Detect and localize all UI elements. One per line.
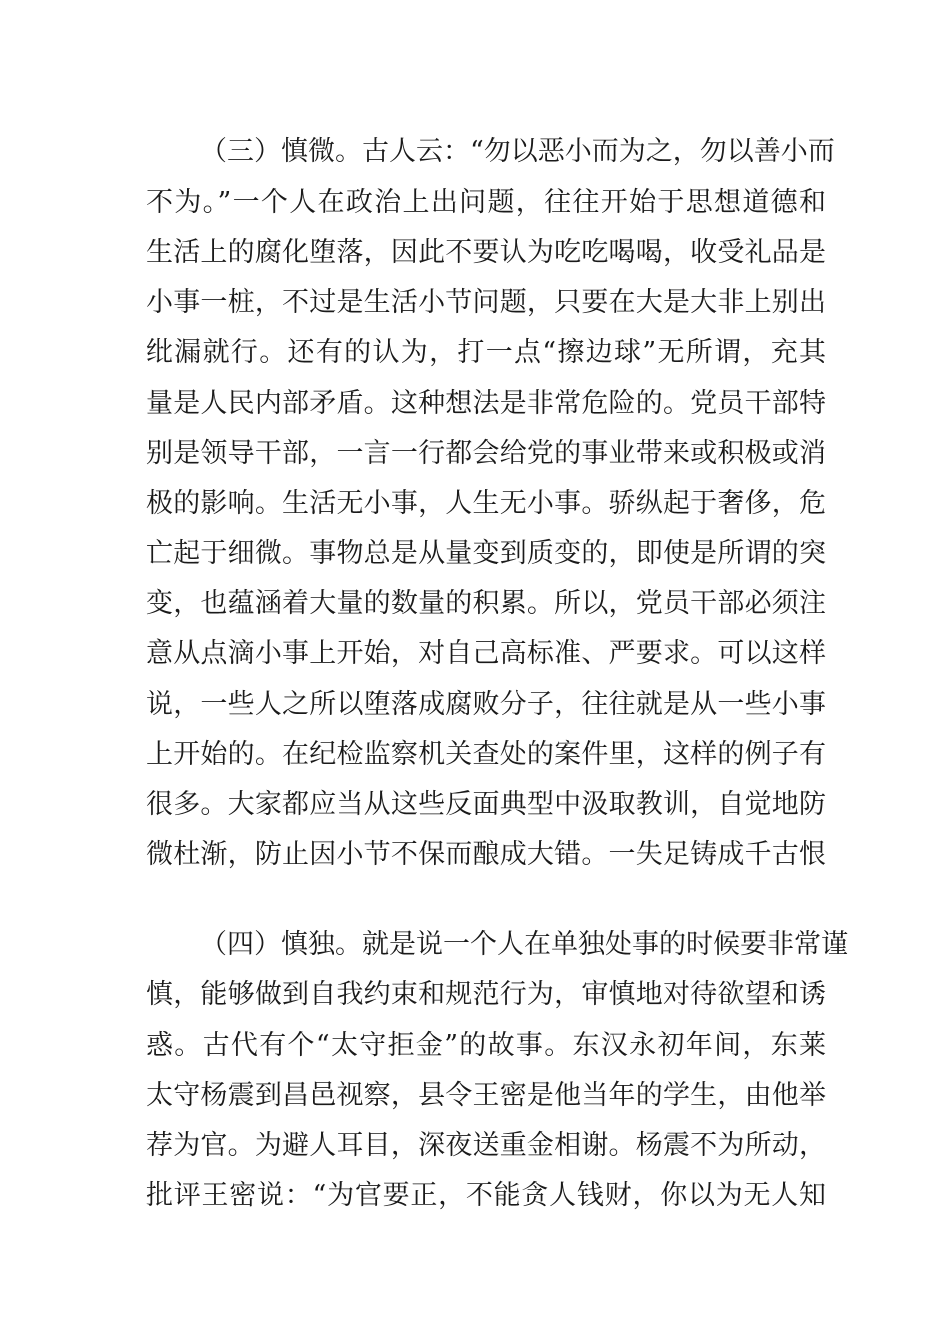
text-line: 说，一些人之所以堕落成腐败分子，往往就是从一些小事 xyxy=(146,689,826,720)
text-line: （三）慎微。古人云：“勿以恶小而为之，勿以善小而 xyxy=(200,136,835,167)
text-line: 惑。古代有个“太守拒金”的故事。东汉永初年间，东莱 xyxy=(146,1030,826,1061)
text-line: 意从点滴小事上开始，对自己高标准、严要求。可以这样 xyxy=(146,638,826,669)
text-line: 别是领导干部，一言一行都会给党的事业带来或积极或消 xyxy=(146,438,826,469)
text-line: 上开始的。在纪检监察机关查处的案件里，这样的例子有 xyxy=(146,739,826,770)
text-line: 微杜渐，防止因小节不保而酿成大错。一失足铸成千古恨 xyxy=(146,839,826,870)
text-line: 批评王密说：“为官要正，不能贪人钱财，你以为无人知 xyxy=(146,1180,826,1211)
text-line: 不为。”一个人在政治上出问题，往往开始于思想道德和 xyxy=(146,187,826,218)
text-line: 亡起于细微。事物总是从量变到质变的，即使是所谓的突 xyxy=(146,538,826,569)
text-line: 纰漏就行。还有的认为，打一点“擦边球”无所谓，充其 xyxy=(146,337,826,368)
text-line: 变，也蕴涵着大量的数量的积累。所以，党员干部必须注 xyxy=(146,588,826,619)
text-line: 生活上的腐化堕落，因此不要认为吃吃喝喝，收受礼品是 xyxy=(146,237,826,268)
text-line: 荐为官。为避人耳目，深夜送重金相谢。杨震不为所动， xyxy=(146,1130,826,1161)
text-line: 太守杨震到昌邑视察，县令王密是他当年的学生，由他举 xyxy=(146,1080,826,1111)
text-line: 量是人民内部矛盾。这种想法是非常危险的。党员干部特 xyxy=(146,388,826,419)
text-line: 极的影响。生活无小事，人生无小事。骄纵起于奢侈，危 xyxy=(146,488,826,519)
text-line: 很多。大家都应当从这些反面典型中汲取教训，自觉地防 xyxy=(146,789,826,820)
text-line: （四）慎独。就是说一个人在单独处事的时候要非常谨 xyxy=(200,929,848,960)
text-line: 小事一桩，不过是生活小节问题，只要在大是大非上别出 xyxy=(146,287,826,318)
text-line: 慎，能够做到自我约束和规范行为，审慎地对待欲望和诱 xyxy=(146,979,826,1010)
